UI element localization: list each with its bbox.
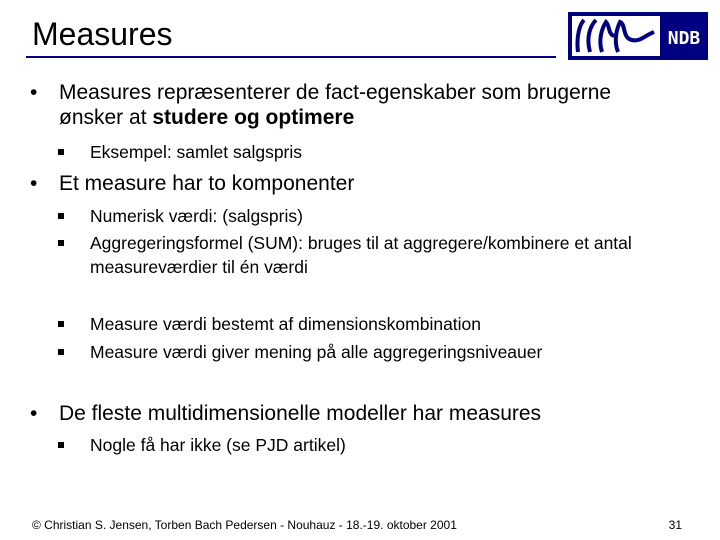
bullet-2 xyxy=(30,171,670,196)
square-bullet xyxy=(58,321,64,327)
bullet-2-text: Et measure har to komponenter xyxy=(59,172,355,195)
sub-bullet-text: Aggregeringsformel (SUM): bruges til at aggregere/kombinere et antal measureværdier til én værdi xyxy=(90,233,632,277)
sub-bullet-2-3 xyxy=(58,312,481,336)
ndb-logo xyxy=(568,12,708,60)
sub-bullet-text: Eksempel: samlet salgspris xyxy=(90,142,303,162)
sub-bullet-2-2 xyxy=(58,231,668,279)
logo-text: NDB xyxy=(667,28,701,49)
bullet-3-text: De fleste multidimensionelle modeller har measures xyxy=(59,402,542,425)
sub-bullet-text: Nogle få har ikke (se PJD artikel) xyxy=(90,435,346,455)
sub-bullet-text: Measure værdi bestemt af dimensionskombination xyxy=(90,314,482,334)
sub-bullet-text: Numerisk værdi: (salgspris) xyxy=(90,206,303,226)
square-bullet xyxy=(58,349,64,355)
sub-bullet-text: Measure værdi giver mening på alle aggregeringsniveauer xyxy=(90,342,543,362)
square-bullet xyxy=(58,442,64,448)
bullet-1-bold-text: studere og optimere xyxy=(152,106,355,129)
sub-bullet-1-1 xyxy=(58,140,302,164)
square-bullet xyxy=(58,149,64,155)
bullet-dot: • xyxy=(30,81,38,104)
title-underline xyxy=(26,56,556,58)
bullet-1 xyxy=(30,80,670,130)
footer-text: © Christian S. Jensen, Torben Bach Pedersen - Nouhauz - 18.-19. oktober 2001 xyxy=(32,518,457,532)
page-number: 31 xyxy=(668,518,682,532)
square-bullet xyxy=(58,240,64,246)
page-title: Measures xyxy=(32,16,173,52)
sub-bullet-3-1 xyxy=(58,433,346,457)
square-bullet xyxy=(58,213,64,219)
sub-bullet-2-1 xyxy=(58,204,303,228)
bullet-dot: • xyxy=(30,402,38,425)
bullet-dot: • xyxy=(30,172,38,195)
bullet-1-text: Measures repræsenterer de fact-egenskaber som brugerne ønsker at xyxy=(59,81,612,129)
sub-bullet-2-4 xyxy=(58,340,542,364)
bullet-3 xyxy=(30,401,670,426)
